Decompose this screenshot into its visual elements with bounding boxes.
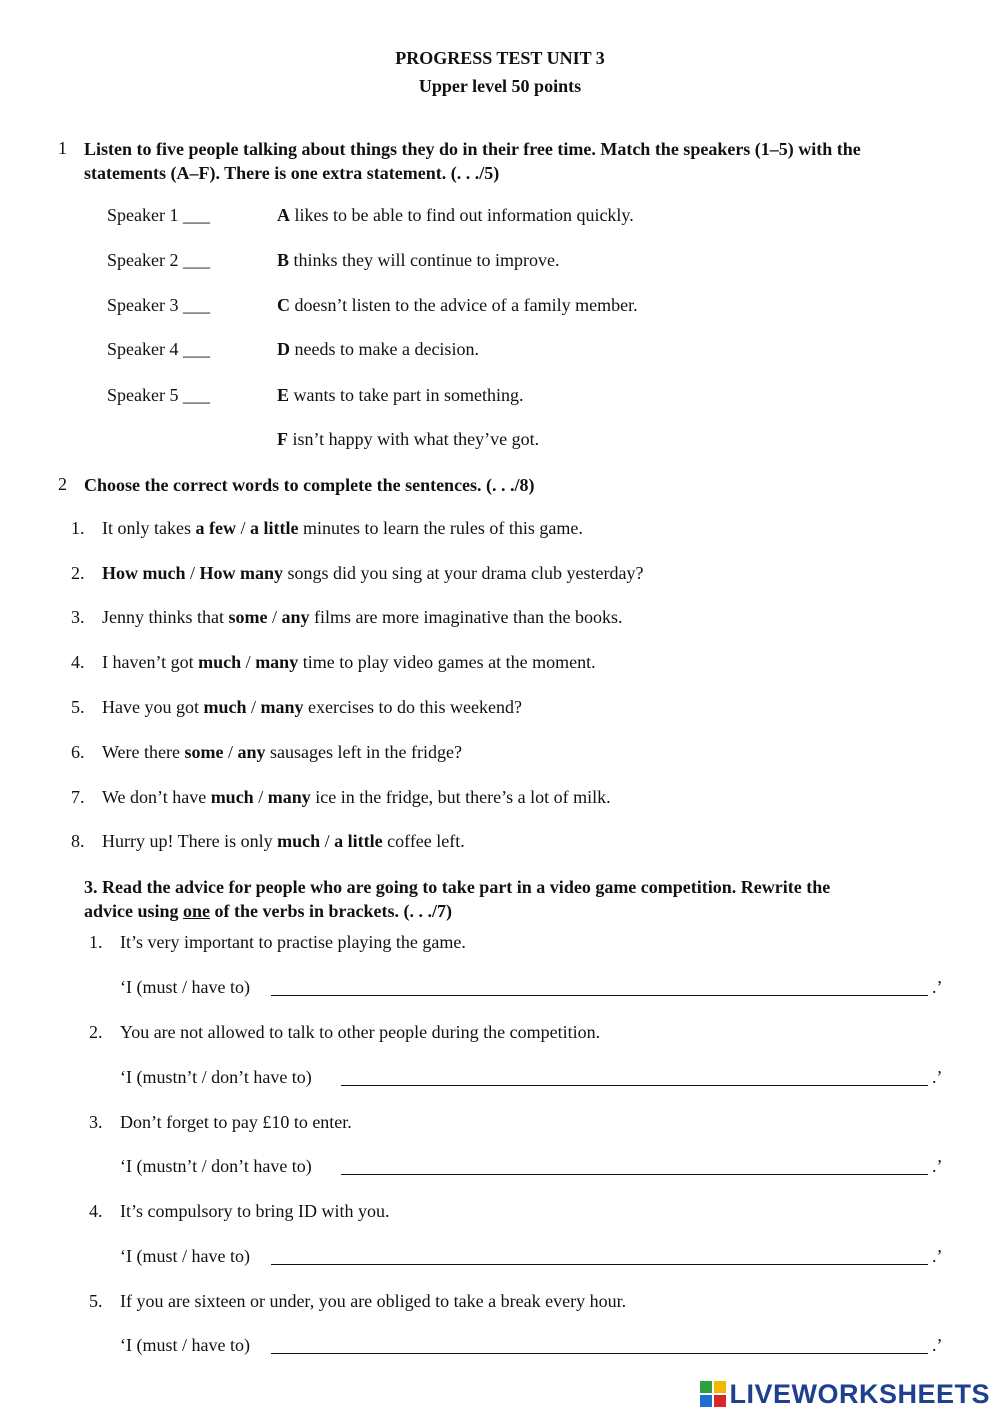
s2-sentence-5 xyxy=(102,697,522,718)
option-1[interactable]: some xyxy=(228,607,268,627)
statement-e xyxy=(277,385,523,406)
option-2[interactable]: any xyxy=(237,742,266,762)
s2-sentence-8 xyxy=(102,831,465,852)
s2-item-number: 6. xyxy=(71,742,85,762)
separator: / xyxy=(241,652,256,672)
answer-line-5[interactable] xyxy=(271,1353,928,1354)
sentence-text: songs did you sing at your drama club yesterday? xyxy=(283,563,644,583)
sentence-text: Hurry up! There is only xyxy=(102,831,278,851)
statement-letter: C xyxy=(277,295,290,315)
option-2[interactable]: many xyxy=(255,652,299,672)
s3-answer-prefix: ‘I (must / have to) xyxy=(120,1335,250,1355)
statement-text: thinks they will continue to improve. xyxy=(289,250,560,270)
option-1[interactable]: much xyxy=(203,697,247,717)
answer-line-2[interactable] xyxy=(341,1085,928,1086)
separator: / xyxy=(267,607,282,627)
s2-sentence-7 xyxy=(102,787,611,808)
speaker-5-label[interactable]: Speaker 5 ___ xyxy=(107,385,210,405)
badge-cell xyxy=(714,1395,726,1407)
logo-badge-icon xyxy=(700,1381,726,1407)
statement-text: isn’t happy with what they’ve got. xyxy=(288,429,540,449)
section3-instruction-line2 xyxy=(84,899,452,923)
option-2[interactable]: many xyxy=(267,787,311,807)
s2-sentence-1 xyxy=(102,518,583,539)
separator: / xyxy=(246,697,261,717)
section1-number: 1 xyxy=(58,138,67,158)
end-mark: .’ xyxy=(932,1067,943,1087)
statement-text: wants to take part in something. xyxy=(289,385,524,405)
instruction-underlined: one xyxy=(183,901,211,921)
s3-item-number: 2. xyxy=(89,1022,103,1042)
answer-line-3[interactable] xyxy=(341,1174,928,1175)
brand-text: LIVEWORKSHEETS xyxy=(729,1378,990,1409)
s3-item-number: 1. xyxy=(89,932,103,952)
s3-answer-prefix: ‘I (must / have to) xyxy=(120,1246,250,1266)
section2-number: 2 xyxy=(58,474,67,494)
sentence-text: minutes to learn the rules of this game. xyxy=(298,518,583,538)
s3-item-text: It’s very important to practise playing the game. xyxy=(120,932,466,952)
statement-f xyxy=(277,429,539,450)
separator: / xyxy=(320,831,335,851)
page-subtitle: Upper level 50 points xyxy=(418,76,582,96)
statement-letter: A xyxy=(277,205,290,225)
section2-instruction: Choose the correct words to complete the sentences. (. . ./8) xyxy=(84,475,535,495)
instruction-text: advice using xyxy=(84,901,184,921)
speaker-4-label[interactable]: Speaker 4 ___ xyxy=(107,339,210,359)
page-title: PROGRESS TEST UNIT 3 xyxy=(395,48,605,68)
s2-item-number: 1. xyxy=(71,518,85,538)
speaker-3-label[interactable]: Speaker 3 ___ xyxy=(107,295,210,315)
sentence-text: coffee left. xyxy=(382,831,465,851)
s3-item-number: 4. xyxy=(89,1201,103,1221)
statement-a xyxy=(277,205,634,226)
answer-line-1[interactable] xyxy=(271,995,928,996)
option-2[interactable]: a little xyxy=(334,831,383,851)
badge-cell xyxy=(700,1395,712,1407)
statement-text: likes to be able to find out information quickly. xyxy=(290,205,634,225)
s2-item-number: 2. xyxy=(71,563,85,583)
statement-text: doesn’t listen to the advice of a family member. xyxy=(290,295,638,315)
statement-d xyxy=(277,339,479,360)
s3-item-number: 5. xyxy=(89,1291,103,1311)
sentence-text: time to play video games at the moment. xyxy=(298,652,596,672)
sentence-text: Were there xyxy=(102,742,185,762)
statement-letter: E xyxy=(277,385,290,405)
end-mark: .’ xyxy=(932,1156,943,1176)
liveworksheets-logo xyxy=(700,1378,990,1410)
statement-c xyxy=(277,295,638,316)
sentence-text: We don’t have xyxy=(102,787,211,807)
statement-letter: F xyxy=(277,429,288,449)
s2-sentence-2 xyxy=(102,563,643,584)
option-1[interactable]: much xyxy=(277,831,321,851)
section1-instruction-line2: statements (A–F). There is one extra statement. (. . ./5) xyxy=(84,163,500,183)
s3-item-text: You are not allowed to talk to other people during the competition. xyxy=(120,1022,601,1042)
sentence-text: It only takes xyxy=(102,518,196,538)
sentence-text: sausages left in the fridge? xyxy=(265,742,462,762)
s3-item-text: Don’t forget to pay £10 to enter. xyxy=(120,1112,352,1132)
badge-cell xyxy=(700,1381,712,1393)
sentence-text: exercises to do this weekend? xyxy=(303,697,522,717)
sentence-text: ice in the fridge, but there’s a lot of milk. xyxy=(310,787,611,807)
badge-cell xyxy=(714,1381,726,1393)
s2-item-number: 5. xyxy=(71,697,85,717)
separator: / xyxy=(253,787,268,807)
sentence-text: Jenny thinks that xyxy=(102,607,229,627)
end-mark: .’ xyxy=(932,1335,943,1355)
section3-instruction-line1: 3. Read the advice for people who are going to take part in a video game competition. Rewrite the xyxy=(84,877,831,897)
s3-item-number: 3. xyxy=(89,1112,103,1132)
option-2[interactable]: any xyxy=(281,607,310,627)
s3-answer-prefix: ‘I (mustn’t / don’t have to) xyxy=(120,1156,312,1176)
s3-answer-prefix: ‘I (must / have to) xyxy=(120,977,250,997)
statement-letter: B xyxy=(277,250,290,270)
sentence-text: I haven’t got xyxy=(102,652,199,672)
statement-letter: D xyxy=(277,339,290,359)
s2-sentence-4 xyxy=(102,652,596,673)
separator: / xyxy=(185,563,200,583)
separator: / xyxy=(235,518,250,538)
option-1[interactable]: much xyxy=(198,652,242,672)
option-2[interactable]: How many xyxy=(199,563,284,583)
s2-item-number: 3. xyxy=(71,607,85,627)
speaker-1-label[interactable]: Speaker 1 ___ xyxy=(107,205,210,225)
option-1[interactable]: How much xyxy=(102,563,186,583)
separator: / xyxy=(223,742,238,762)
s3-answer-prefix: ‘I (mustn’t / don’t have to) xyxy=(120,1067,312,1087)
option-2[interactable]: many xyxy=(260,697,304,717)
instruction-text: of the verbs in brackets. (. . ./7) xyxy=(210,901,453,921)
speaker-2-label[interactable]: Speaker 2 ___ xyxy=(107,250,210,270)
statement-b xyxy=(277,250,559,271)
s2-sentence-6 xyxy=(102,742,462,763)
statement-text: needs to make a decision. xyxy=(290,339,479,359)
s3-item-text: If you are sixteen or under, you are obliged to take a break every hour. xyxy=(120,1291,627,1311)
sentence-text: Have you got xyxy=(102,697,204,717)
s3-item-text: It’s compulsory to bring ID with you. xyxy=(120,1201,390,1221)
option-2[interactable]: a little xyxy=(249,518,299,538)
answer-line-4[interactable] xyxy=(271,1264,928,1265)
option-1[interactable]: much xyxy=(210,787,254,807)
s2-item-number: 7. xyxy=(71,787,85,807)
end-mark: .’ xyxy=(932,977,943,997)
s2-sentence-3 xyxy=(102,607,622,628)
option-1[interactable]: some xyxy=(184,742,224,762)
option-1[interactable]: a few xyxy=(195,518,236,538)
section1-instruction-line1: Listen to five people talking about things they do in their free time. Match the speakers (1–5) with the xyxy=(84,139,861,159)
sentence-text: films are more imaginative than the books. xyxy=(309,607,623,627)
s2-item-number: 4. xyxy=(71,652,85,672)
end-mark: .’ xyxy=(932,1246,943,1266)
s2-item-number: 8. xyxy=(71,831,85,851)
